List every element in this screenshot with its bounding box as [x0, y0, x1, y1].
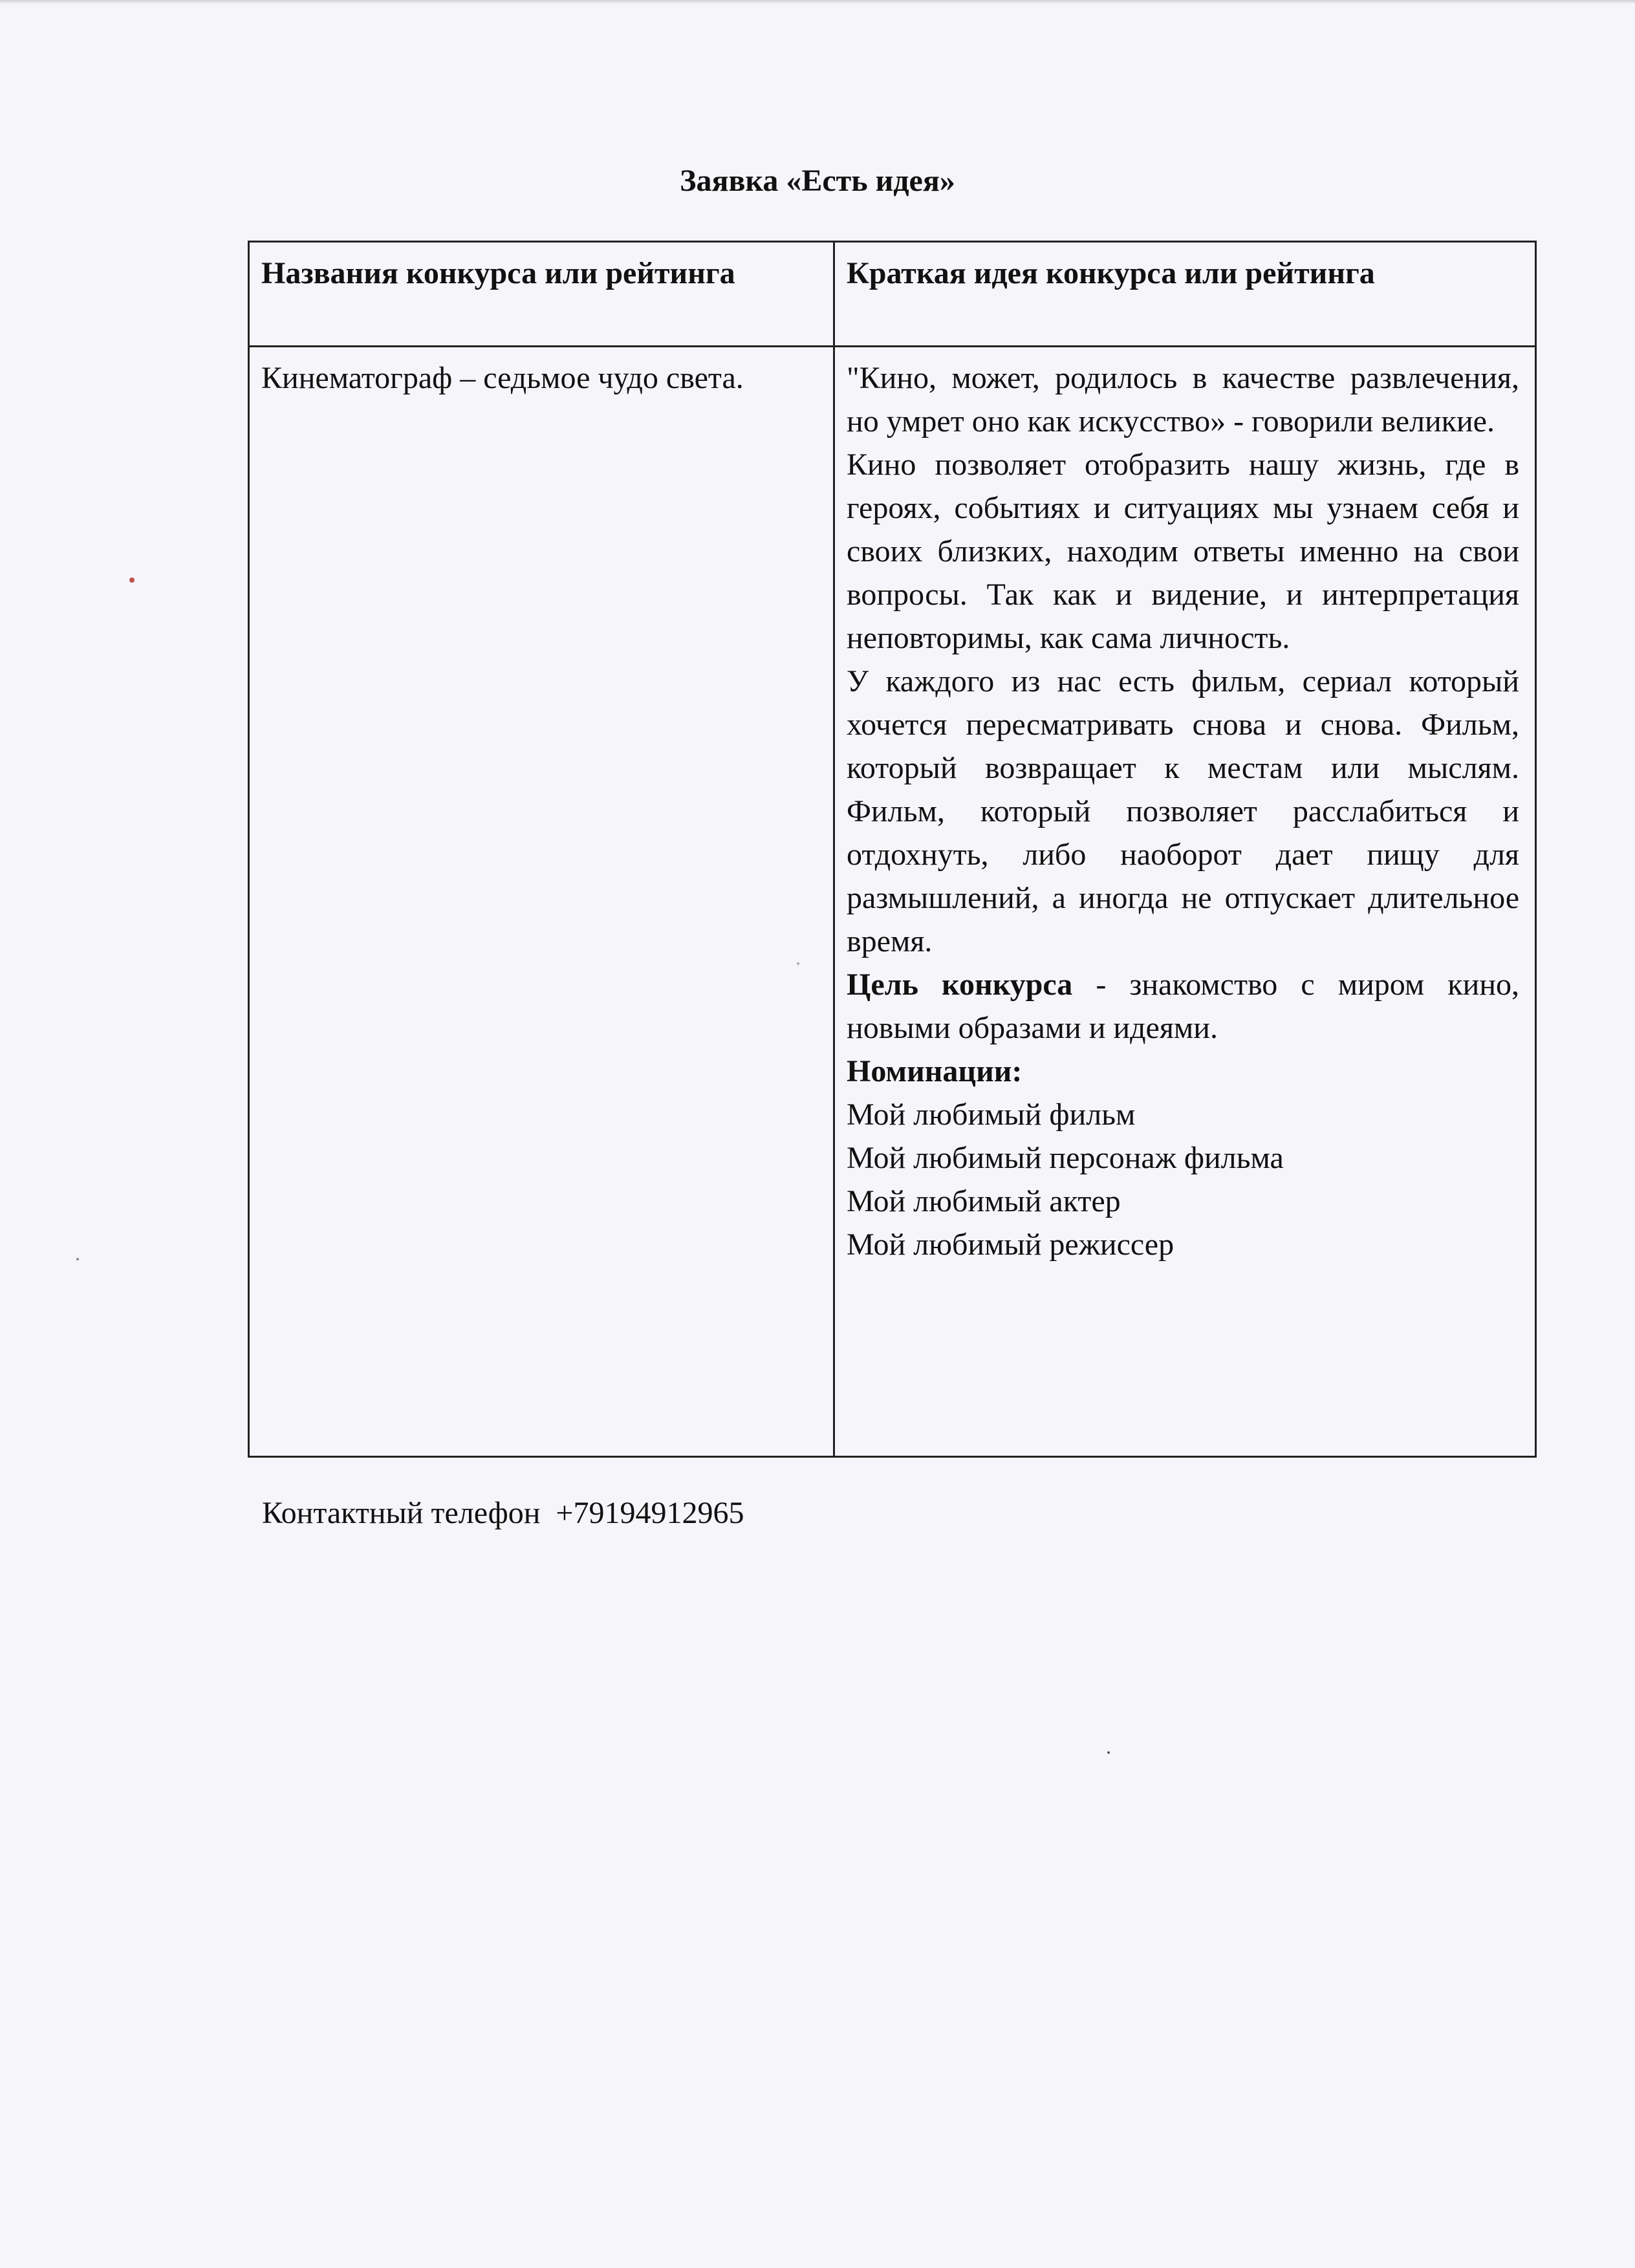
idea-quote: "Кино, может, родилось в качестве развлечения, но умрет оно как искусство» - говорили великие. — [847, 361, 1519, 438]
contest-name-text: Кинематограф – седьмое чудо света. — [261, 361, 744, 395]
goal-label: Цель конкурса — [847, 967, 1073, 1002]
table-header-row — [249, 242, 1536, 347]
contest-goal — [847, 963, 1519, 1050]
idea-paragraph-2: У каждого из нас есть фильм, сериал который хочется пересматривать снова и снова. Фильм, который возвращает к местам или мыслям. Фильм, который позволяет расслабиться и отдохнуть, либо наоборот дает пищу для размышлений, а иногда не отпускает длительное время. — [847, 664, 1519, 958]
header-contest-name: Названия конкурса или рейтинга — [249, 242, 834, 347]
document-title: Заявка «Есть идея» — [680, 164, 955, 198]
list-item: Мой любимый актер — [847, 1184, 1121, 1218]
table-row — [249, 347, 1536, 1457]
nominations-heading: Номинации: — [847, 1054, 1023, 1088]
scan-speck — [129, 578, 135, 583]
cell-contest-idea — [834, 347, 1536, 1457]
goal-text: - знакомство с миром кино, новыми образами и идеями. — [847, 967, 1519, 1045]
list-item: Мой любимый фильм — [847, 1097, 1136, 1132]
contact-phone-number: +79194912965 — [556, 1496, 744, 1530]
application-table — [248, 241, 1537, 1458]
page-edge — [0, 0, 1635, 4]
header-contest-idea: Краткая идея конкурса или рейтинга — [834, 242, 1536, 347]
contact-phone-line — [262, 1487, 744, 1539]
scan-speck — [76, 1258, 79, 1260]
scan-speck — [1107, 1751, 1110, 1754]
idea-paragraph-1: Кино позволяет отобразить нашу жизнь, где в героях, событиях и ситуациях мы узнаем себя и своих близких, находим ответы именно на свои вопросы. Так как и видение, и интерпретация неповторимы, как сама личность. — [847, 448, 1519, 655]
list-item: Мой любимый персонаж фильма — [847, 1141, 1284, 1175]
cell-contest-name — [249, 347, 834, 1457]
list-item: Мой любимый режиссер — [847, 1227, 1175, 1262]
contact-phone-label: Контактный телефон — [262, 1496, 541, 1530]
scan-speck — [797, 962, 799, 965]
